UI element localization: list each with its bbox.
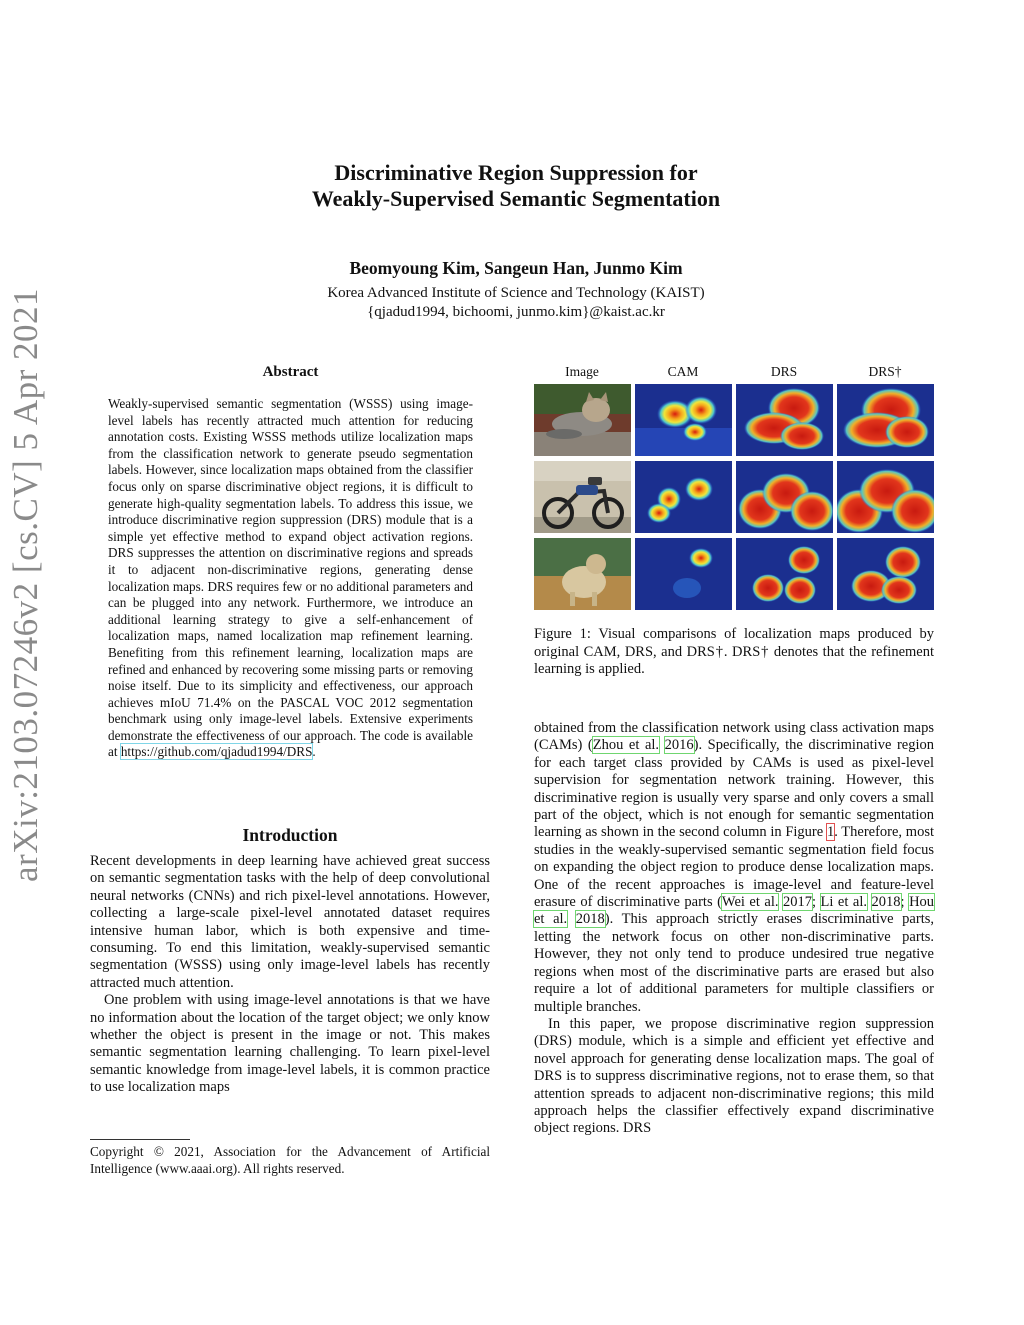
separator: ; bbox=[812, 894, 821, 911]
figure-1-caption: Figure 1: Visual comparisons of localization maps produced by original CAM, DRS, and DRS†. DRS† denotes that the refinement learning is applied. bbox=[534, 626, 934, 678]
citation-zhou[interactable]: Zhou et al. bbox=[592, 737, 660, 754]
title-line-2: Weakly-Supervised Semantic Segmentation bbox=[311, 186, 721, 211]
col-label-cam: CAM bbox=[667, 364, 699, 379]
figure-reference[interactable]: 1 bbox=[826, 824, 835, 841]
abstract-body bbox=[108, 396, 473, 761]
cam-map-dog bbox=[635, 538, 732, 610]
intro-paragraph-1: Recent developments in deep learning have achieved great success on semantic segmentation tasks with the help of deep convolutional neural networks (CNNs) and rich pixel-level annotations. However, collecting a large-scale pixel-level annotated dataset requires intensive human labor, which is both expensive and time-consuming. To end this limitation, weakly-supervised semantic segmentation (WSSS) using only image-level labels has recently attracted much attention. bbox=[90, 853, 490, 991]
citation-li-year[interactable]: 2018 bbox=[871, 894, 901, 911]
citation-wei[interactable]: Wei et al. bbox=[721, 894, 779, 911]
code-repository-link[interactable]: https://github.com/qjadud1994/DRS bbox=[120, 744, 313, 760]
drs-map-motorbike bbox=[736, 461, 833, 533]
drs-map-cat bbox=[736, 384, 833, 456]
cam-map-cat bbox=[635, 384, 732, 456]
photo-dog bbox=[534, 538, 631, 610]
text-run: ). Specifically, the discriminative region for each target class provided by CAMs is used as pixel-level supervision for segmentation network training. However, this discriminative region is usually very sparse and only covers a small part of the object, which is not enough for semantic segmentation learning as shown in the second column in Figure bbox=[534, 737, 934, 841]
text-run: . Therefore, most studies in the weakly-supervised semantic segmentation field focus on expanding the object region to produce dense localization maps. One of the recent approaches is image-level and feature-level erasure of discriminative parts ( bbox=[534, 824, 934, 911]
citation-hou-year[interactable]: 2018 bbox=[575, 911, 605, 928]
abstract-heading: Abstract bbox=[262, 364, 319, 380]
drs-dagger-map-motorbike bbox=[837, 461, 934, 533]
text-run: obtained from the classification network using class activation maps (CAMs) ( bbox=[534, 720, 934, 754]
abstract-text: Weakly-supervised semantic segmentation (WSSS) using image-level labels has recently attracted much attention for reducing annotation costs. Existing WSSS methods utilize localization maps from the classification network to generate pseudo segmentation labels. However, since localization maps obtained from the classifier focus only on sparse discriminative object regions, it is difficult to generate high-quality segmentation labels. To address this issue, we introduce discriminative region suppression (DRS) module that is a simple yet effective method to expand object activation regions. DRS suppresses the attention on discriminative regions and spreads it to adjacent non-discriminative regions, generating dense localization maps. DRS requires few or no additional parameters and can be plugged into any network. Furthermore, we introduce an additional learning strategy to give a self-enhancement of localization maps, named localization map refinement learning. Benefiting from this refinement learning, localization maps are refined and enhanced by recovering some missing parts or removing noise itself. Due to its simplicity and effectiveness, our approach achieves mIoU 71.4% on the PASCAL VOC 2012 segmentation benchmark using only image-level labels. Extensive experiments demonstrate the effectiveness of our approach. The code is available at bbox=[108, 396, 473, 760]
photo-cat bbox=[534, 384, 631, 456]
introduction-body bbox=[90, 853, 490, 1097]
drs-map-dog bbox=[736, 538, 833, 610]
arxiv-identifier-text: arXiv:2103.07246v2 [cs.CV] 5 Apr 2021 bbox=[6, 287, 45, 882]
footnote-rule bbox=[90, 1139, 190, 1140]
author-emails: {qjadud1994, bichoomi, junmo.kim}@kaist.ac.kr bbox=[367, 304, 665, 320]
intro-paragraph-2: One problem with using image-level annotations is that we have no information about the location of the target object; we only know whether the object is present in the image or not. This makes semantic segmentation learning challenging. To learn pixel-level semantic knowledge from image-level labels, it is common practice to use localization maps bbox=[90, 992, 490, 1096]
right-paragraph-2: In this paper, we propose discriminative region suppression (DRS) module, which is a simple and efficient yet effective and novel approach for generating dense localization maps. The goal of DRS is to suppress discriminative regions, not to erase them, so that attention spreads to adjacent non-discriminative regions; this mild approach helps the classifier effectively expand discriminative object regions. DRS bbox=[534, 1015, 934, 1137]
drs-dagger-map-dog bbox=[837, 538, 934, 610]
col-label-drs: DRS bbox=[770, 364, 798, 379]
figure-1-grid bbox=[534, 384, 934, 610]
affiliation: Korea Advanced Institute of Science and Technology (KAIST) bbox=[327, 285, 705, 301]
copyright-footnote: Copyright © 2021, Association for the Advancement of Artificial Intelligence (www.aaai.org). All rights reserved. bbox=[90, 1144, 490, 1176]
citation-zhou-year[interactable]: 2016 bbox=[664, 737, 694, 754]
cam-map-motorbike bbox=[635, 461, 732, 533]
title-line-1: Discriminative Region Suppression for bbox=[334, 160, 698, 185]
col-label-drs-dagger: DRS† bbox=[868, 364, 902, 379]
author-block bbox=[230, 258, 802, 322]
citation-wei-year[interactable]: 2017 bbox=[783, 894, 812, 911]
citation-hou[interactable]: Hou et al. bbox=[534, 894, 935, 928]
introduction-heading: Introduction bbox=[242, 825, 338, 845]
right-column-body bbox=[534, 720, 934, 1138]
separator: ; bbox=[900, 894, 910, 911]
col-label-image: Image bbox=[565, 364, 599, 379]
figure-column-labels bbox=[534, 364, 934, 382]
abstract-link-suffix: . bbox=[312, 744, 316, 760]
right-paragraph-1 bbox=[534, 720, 934, 1016]
paper-title bbox=[230, 160, 802, 212]
text-run: ). This approach strictly erases discriminative parts, letting the network focus on other non-discriminative parts. However, they not only tend to produce undesired true negative regions when most of the discriminative parts are erased but also require a lot of additional parameters for multiple classifiers or multiple branches. bbox=[534, 911, 934, 1015]
author-names: Beomyoung Kim, Sangeun Han, Junmo Kim bbox=[349, 258, 683, 278]
citation-li[interactable]: Li et al. bbox=[820, 894, 867, 911]
drs-dagger-map-cat bbox=[837, 384, 934, 456]
photo-motorbike bbox=[534, 461, 631, 533]
